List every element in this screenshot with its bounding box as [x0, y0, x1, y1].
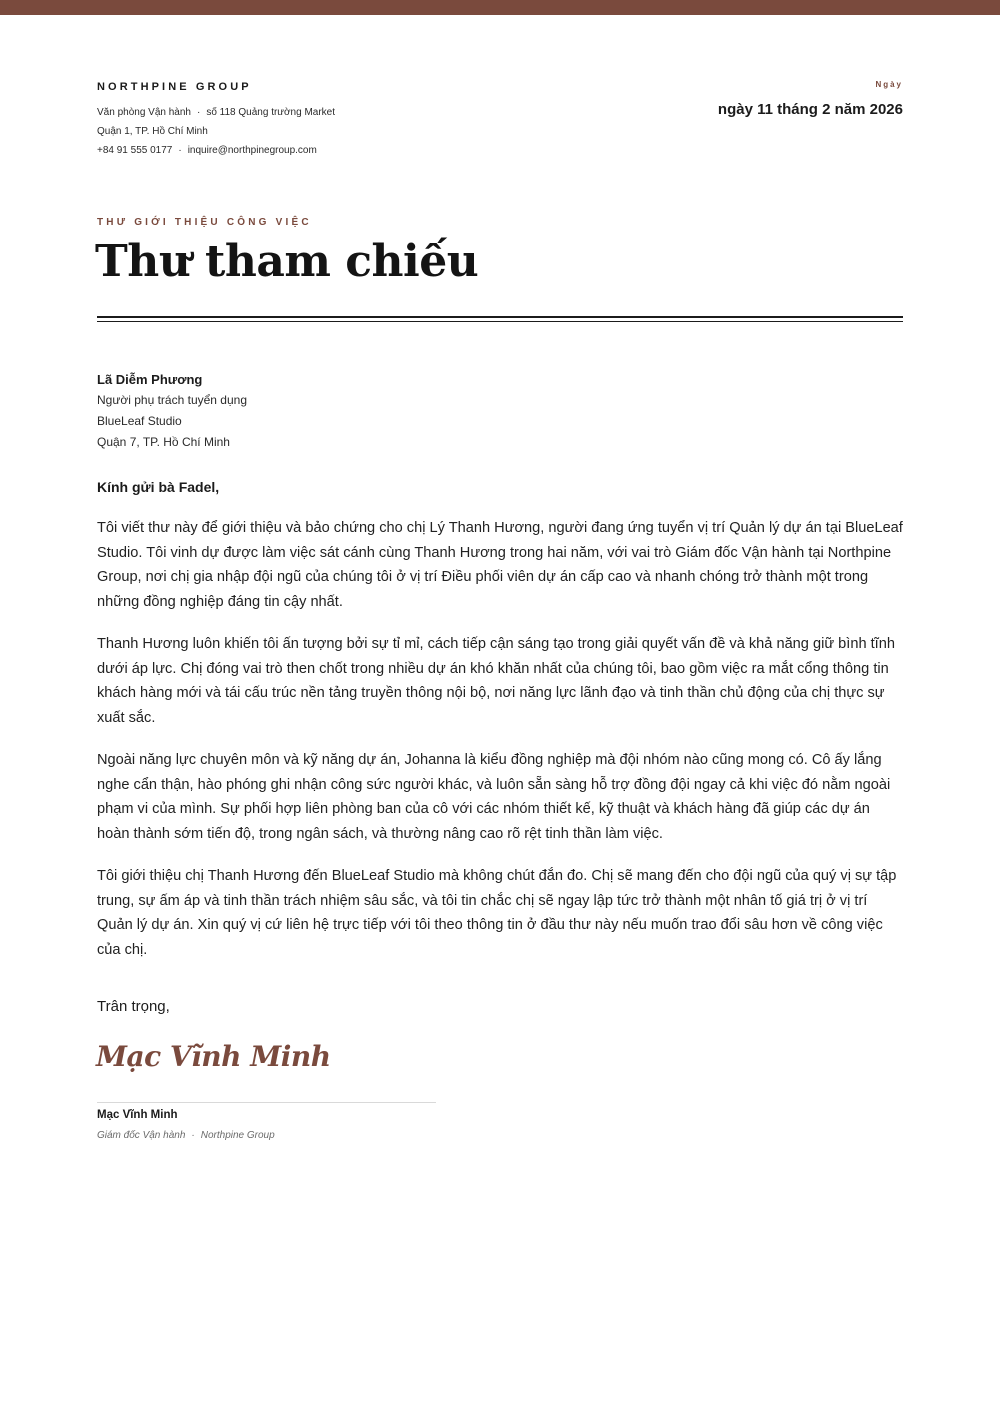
separator-dot: ·: [178, 145, 182, 156]
recipient-address: Quận 7, TP. Hồ Chí Minh: [97, 435, 230, 449]
signer-title: Giám đốc Vận hành: [97, 1130, 186, 1141]
company-name: NORTHPINE GROUP: [97, 81, 252, 93]
title-rule-thick: [97, 316, 903, 318]
body-paragraph-1: Tôi viết thư này để giới thiệu và bảo chứng cho chị Lý Thanh Hương, người đang ứng tuyển vị trí Quản lý dự án tại BlueLeaf Studio. Tôi vinh dự được làm việc sát cánh cùng Thanh Hương trong hai năm, với vai trò Giám đốc Vận hành tại Northpine Group, nơi chị gia nhập đội ngũ của chúng tôi ở vị trí Điều phối viên dự án cấp cao và nhanh chóng trở thành một trong những đồng nghiệp đáng tin cậy nhất.: [97, 520, 903, 611]
recipient-company: BlueLeaf Studio: [97, 414, 182, 428]
sender-contact-line: [97, 145, 317, 156]
top-accent-bar: [0, 0, 1000, 15]
separator-dot: ·: [196, 107, 201, 118]
sender-address-line-1: [97, 107, 335, 118]
letter-title: Thư tham chiếu: [95, 236, 479, 287]
signer-org: Northpine Group: [200, 1130, 275, 1141]
sender-street: số 118 Quảng trường Market: [206, 107, 336, 118]
signature: Mạc Vĩnh Minh: [96, 1040, 331, 1073]
sender-office: Văn phòng Vận hành: [97, 107, 191, 118]
body-paragraph-3: Ngoài năng lực chuyên môn và kỹ năng dự án, Johanna là kiểu đồng nghiệp mà đội nhóm nào cũng mong có. Cô ấy lắng nghe cẩn thận, hào phóng ghi nhận công sức người khác, và luôn sẵn sàng hỗ trợ đồng đội ngay cả khi việc đó nằm ngoài phạm vi của mình. Sự phối hợp liên phòng ban của cô với các nhóm thiết kế, kỹ thuật và khách hàng đã giúp các dự án hoàn thành sớm tiến độ, trong ngân sách, và thường nâng cao rõ rệt tinh thần làm việc.: [97, 752, 891, 843]
body-paragraph-2: Thanh Hương luôn khiến tôi ấn tượng bởi sự tỉ mỉ, cách tiếp cận sáng tạo trong giải quyết vấn đề và khả năng giữ bình tĩnh dưới áp lực. Chị đóng vai trò then chốt trong nhiều dự án khó khăn nhất của chúng tôi, bao gồm việc ra mắt cổng thông tin khách hàng mới và tái cấu trúc nền tảng truyền thông nội bộ, nơi năng lực lãnh đạo và tinh thần chủ động của chị thực sự xuất sắc.: [97, 636, 895, 727]
recipient-name: Lã Diễm Phương: [97, 372, 203, 387]
salutation: Kính gửi bà Fadel,: [97, 479, 220, 495]
signer-title-line: [97, 1130, 275, 1141]
title-rule-thin: [97, 321, 903, 322]
signer-name: Mạc Vĩnh Minh: [97, 1109, 178, 1121]
body-paragraph-4: Tôi giới thiệu chị Thanh Hương đến BlueLeaf Studio mà không chút đắn đo. Chị sẽ mang đến cho đội ngũ của quý vị sự tập trung, sự ấm áp và tinh thần trách nhiệm sâu sắc, và tôi tin chắc chị sẽ ngay lập tức trở thành một nhân tố giá trị ở vị trí Quản lý dự án. Xin quý vị cứ liên hệ trực tiếp với tôi theo thông tin ở đầu thư này nếu muốn trao đổi sâu hơn về công việc của chị.: [97, 868, 897, 959]
separator-dot: ·: [191, 1130, 195, 1141]
letter-date: ngày 11 tháng 2 năm 2026: [717, 101, 903, 118]
sender-phone: +84 91 555 0177: [97, 145, 173, 156]
sender-address-line-2: Quận 1, TP. Hồ Chí Minh: [97, 126, 208, 137]
sender-email: inquire@northpinegroup.com: [187, 145, 317, 156]
closing: Trân trọng,: [97, 998, 170, 1015]
recipient-role: Người phụ trách tuyển dụng: [97, 393, 247, 407]
date-label: Ngày: [875, 80, 903, 89]
signature-rule: [97, 1102, 436, 1103]
letter-kicker: THƯ GIỚI THIỆU CÔNG VIỆC: [97, 217, 312, 228]
